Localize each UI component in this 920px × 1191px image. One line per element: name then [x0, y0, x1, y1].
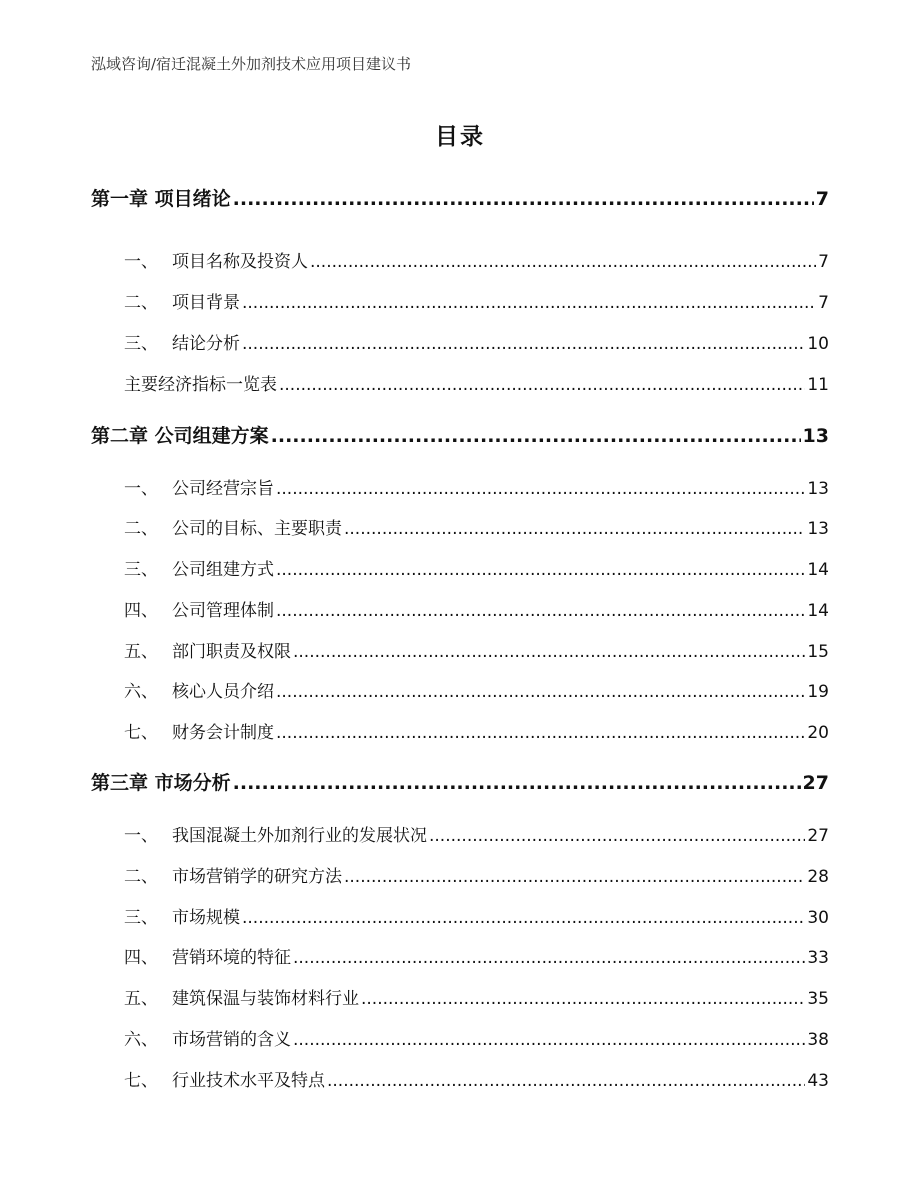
dot-leader	[276, 560, 805, 580]
item-title: 行业技术水平及特点	[172, 1071, 325, 1091]
item-number: 五、	[124, 989, 158, 1009]
toc-item[interactable]	[124, 474, 829, 499]
item-title: 建筑保温与装饰材料行业	[172, 989, 359, 1009]
page-number: 38	[807, 1030, 829, 1050]
toc-item[interactable]	[124, 862, 829, 887]
toc-item[interactable]	[124, 514, 829, 539]
dot-leader	[271, 425, 801, 447]
page-number: 35	[807, 989, 829, 1009]
toc-item[interactable]	[124, 329, 829, 354]
item-title: 公司的目标、主要职责	[172, 519, 342, 539]
item-number: 六、	[124, 682, 158, 702]
page-number: 28	[807, 867, 829, 887]
dot-leader	[429, 826, 805, 846]
dot-leader	[242, 334, 805, 354]
page-number: 15	[807, 642, 829, 662]
item-number: 一、	[124, 252, 158, 272]
dot-leader	[293, 948, 805, 968]
toc-item[interactable]	[124, 718, 829, 743]
item-number: 三、	[124, 334, 158, 354]
item-title: 部门职责及权限	[172, 642, 291, 662]
item-title: 主要经济指标一览表	[124, 375, 277, 395]
item-number: 二、	[124, 867, 158, 887]
toc-item[interactable]	[124, 555, 829, 580]
dot-leader	[276, 723, 805, 743]
page-number: 11	[807, 375, 829, 395]
item-title: 公司管理体制	[172, 601, 274, 621]
item-title: 公司经营宗旨	[172, 479, 274, 499]
item-title: 市场营销学的研究方法	[172, 867, 342, 887]
page-number: 14	[807, 601, 829, 621]
dot-leader	[293, 1030, 805, 1050]
document-header: 泓域咨询/宿迁混凝土外加剂技术应用项目建议书	[91, 55, 412, 73]
dot-leader	[361, 989, 805, 1009]
page-number: 13	[807, 479, 829, 499]
chapter-title: 项目绪论	[154, 188, 231, 210]
page-number: 30	[807, 908, 829, 928]
item-number: 六、	[124, 1030, 158, 1050]
toc-item[interactable]	[124, 984, 829, 1009]
page-number: 27	[802, 772, 829, 794]
page-number: 43	[807, 1071, 829, 1091]
toc-item[interactable]	[124, 370, 829, 395]
item-title: 财务会计制度	[172, 723, 274, 743]
item-number: 二、	[124, 293, 158, 313]
item-number: 五、	[124, 642, 158, 662]
dot-leader	[344, 867, 805, 887]
page-number: 7	[818, 252, 829, 272]
toc-chapter[interactable]	[91, 768, 829, 795]
item-title: 公司组建方式	[172, 560, 274, 580]
toc-item[interactable]	[124, 637, 829, 662]
item-number: 四、	[124, 601, 158, 621]
item-title: 核心人员介绍	[172, 682, 274, 702]
dot-leader	[279, 375, 805, 395]
page-number: 20	[807, 723, 829, 743]
item-title: 项目名称及投资人	[172, 252, 308, 272]
chapter-number: 第二章	[91, 425, 149, 447]
item-title: 结论分析	[172, 334, 240, 354]
page-number: 7	[818, 293, 829, 313]
item-title: 项目背景	[172, 293, 240, 313]
item-number: 三、	[124, 560, 158, 580]
toc-chapter[interactable]	[91, 421, 829, 448]
page-title: 目录	[435, 124, 485, 150]
item-number: 七、	[124, 1071, 158, 1091]
dot-leader	[327, 1071, 805, 1091]
dot-leader	[276, 479, 805, 499]
item-title: 市场营销的含义	[172, 1030, 291, 1050]
chapter-title: 公司组建方案	[154, 425, 269, 447]
toc-item[interactable]	[124, 596, 829, 621]
chapter-number: 第一章	[91, 188, 149, 210]
page-number: 13	[802, 425, 829, 447]
toc-item[interactable]	[124, 1066, 829, 1091]
page-number: 33	[807, 948, 829, 968]
page-number: 19	[807, 682, 829, 702]
item-number: 二、	[124, 519, 158, 539]
dot-leader	[233, 772, 801, 794]
dot-leader	[344, 519, 805, 539]
dot-leader	[310, 252, 816, 272]
toc-item[interactable]	[124, 247, 829, 272]
toc-chapter[interactable]	[91, 184, 829, 211]
toc-item[interactable]	[124, 821, 829, 846]
toc-item[interactable]	[124, 903, 829, 928]
item-title: 市场规模	[172, 908, 240, 928]
toc-item[interactable]	[124, 1025, 829, 1050]
item-number: 一、	[124, 826, 158, 846]
page-number: 14	[807, 560, 829, 580]
item-number: 一、	[124, 479, 158, 499]
item-title: 我国混凝土外加剂行业的发展状况	[172, 826, 427, 846]
toc-item[interactable]	[124, 677, 829, 702]
item-number: 七、	[124, 723, 158, 743]
item-number: 三、	[124, 908, 158, 928]
item-number: 四、	[124, 948, 158, 968]
page-number: 27	[807, 826, 829, 846]
page-number: 10	[807, 334, 829, 354]
page-number: 13	[807, 519, 829, 539]
dot-leader	[276, 601, 805, 621]
dot-leader	[293, 642, 805, 662]
dot-leader	[276, 682, 805, 702]
toc-item[interactable]	[124, 288, 829, 313]
dot-leader	[242, 908, 805, 928]
toc-item[interactable]	[124, 943, 829, 968]
chapter-number: 第三章	[91, 772, 149, 794]
chapter-title: 市场分析	[154, 772, 231, 794]
item-title: 营销环境的特征	[172, 948, 291, 968]
dot-leader	[233, 188, 814, 210]
page-number: 7	[815, 188, 829, 210]
dot-leader	[242, 293, 816, 313]
